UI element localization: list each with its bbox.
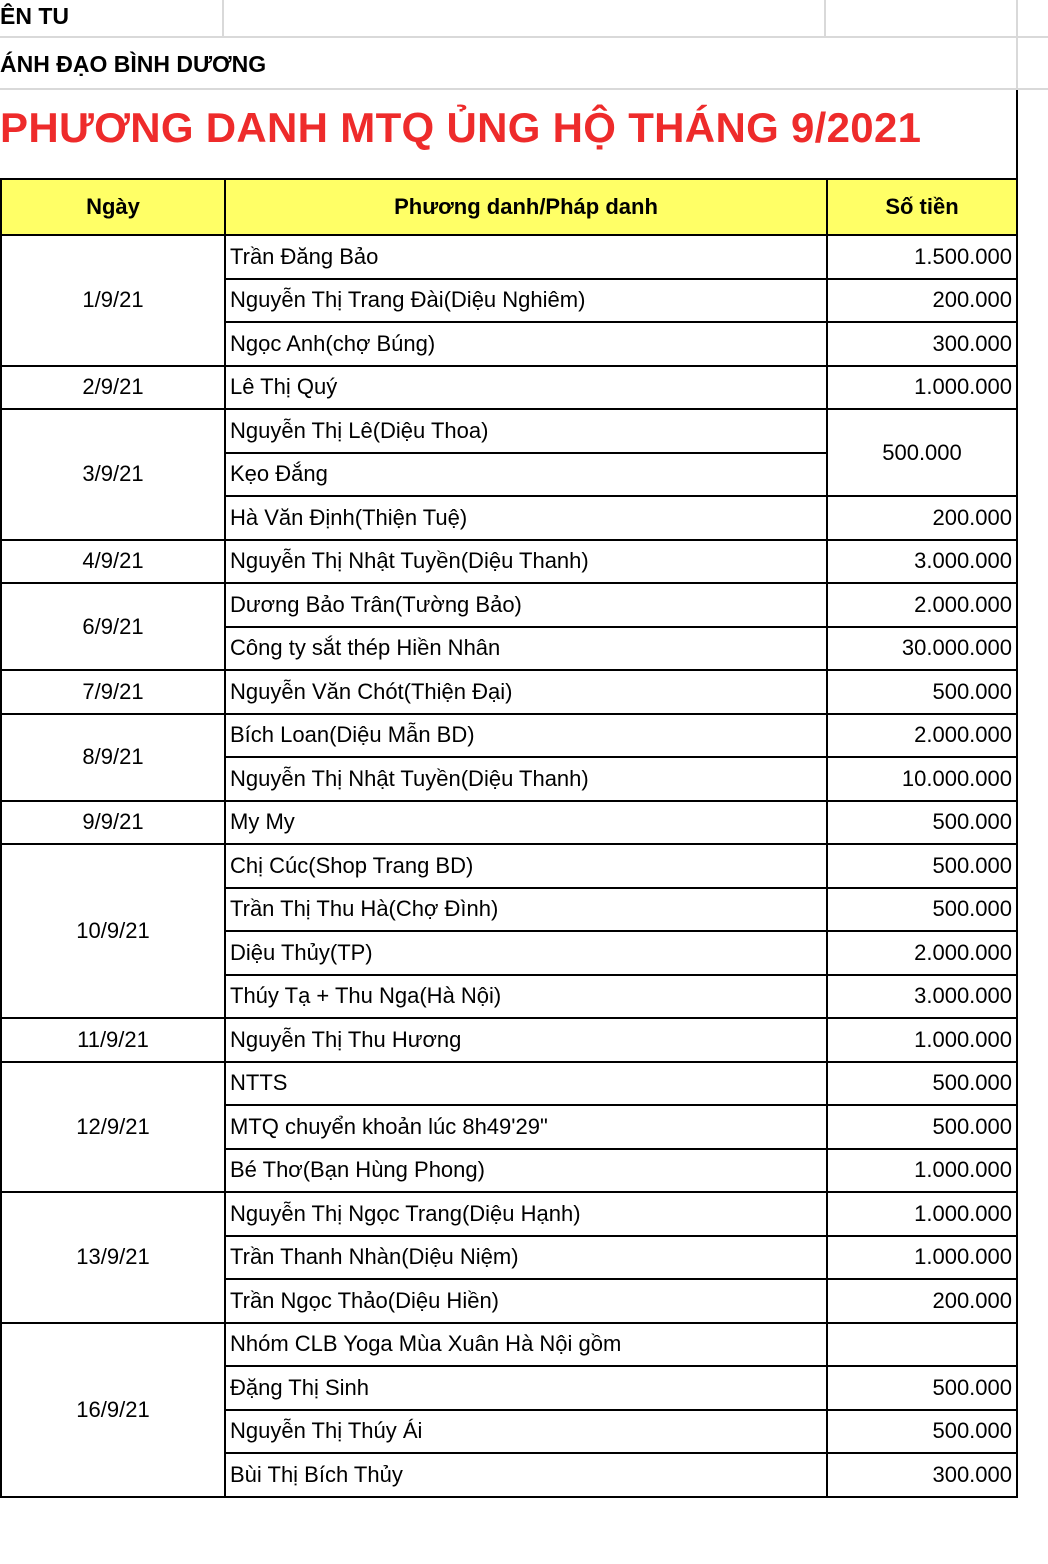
table-row (1, 540, 1017, 584)
sheet-row-1 (0, 0, 1048, 38)
amount-cell: 200.000 (827, 1279, 1017, 1323)
date-cell: 16/9/21 (1, 1323, 225, 1497)
amount-cell: 300.000 (827, 1453, 1017, 1497)
donor-name-cell: Dương Bảo Trân(Tường Bảo) (225, 583, 827, 627)
amount-cell: 500.000 (827, 1105, 1017, 1149)
donor-name-cell: Diệu Thủy(TP) (225, 931, 827, 975)
org-line-2: ÁNH ĐẠO BÌNH DƯƠNG (0, 51, 267, 77)
donor-name-cell: Nguyễn Thị Lê(Diệu Thoa) (225, 409, 827, 453)
date-cell: 13/9/21 (1, 1192, 225, 1323)
table-header-row (1, 179, 1017, 235)
amount-cell: 200.000 (827, 496, 1017, 540)
date-cell: 12/9/21 (1, 1062, 225, 1193)
donor-name-cell: Nguyễn Văn Chót(Thiện Đại) (225, 670, 827, 714)
table-row (1, 1192, 1017, 1236)
header-date: Ngày (1, 179, 225, 235)
date-cell: 7/9/21 (1, 670, 225, 714)
amount-cell: 500.000 (827, 844, 1017, 888)
table-row (1, 1018, 1017, 1062)
org-line-1: ÊN TU (0, 3, 69, 29)
table-row (1, 801, 1017, 845)
amount-cell: 2.000.000 (827, 714, 1017, 758)
donor-name-cell: Trần Thanh Nhàn(Diệu Niệm) (225, 1236, 827, 1280)
donor-name-cell: Nguyễn Thị Nhật Tuyền(Diệu Thanh) (225, 540, 827, 584)
table-row (1, 844, 1017, 888)
donor-name-cell: Trần Đăng Bảo (225, 235, 827, 279)
table-row (1, 670, 1017, 714)
amount-cell: 500.000 (827, 409, 1017, 496)
donor-name-cell: Hà Văn Định(Thiện Tuệ) (225, 496, 827, 540)
amount-cell: 2.000.000 (827, 583, 1017, 627)
table-row (1, 714, 1017, 758)
table-row (1, 583, 1017, 627)
donor-name-cell: Nhóm CLB Yoga Mùa Xuân Hà Nội gồm (225, 1323, 827, 1367)
page-title: PHƯƠNG DANH MTQ ỦNG HỘ THÁNG 9/2021 (0, 104, 922, 151)
date-cell: 1/9/21 (1, 235, 225, 366)
amount-cell: 1.000.000 (827, 1236, 1017, 1280)
donor-name-cell: Trần Thị Thu Hà(Chợ Đình) (225, 888, 827, 932)
donor-name-cell: Chị Cúc(Shop Trang BD) (225, 844, 827, 888)
amount-cell: 30.000.000 (827, 627, 1017, 671)
donor-name-cell: Lê Thị Quý (225, 366, 827, 410)
amount-cell: 500.000 (827, 801, 1017, 845)
donor-name-cell: Bé Thơ(Bạn Hùng Phong) (225, 1149, 827, 1193)
donor-name-cell: Kẹo Đắng (225, 453, 827, 497)
amount-cell: 1.000.000 (827, 1018, 1017, 1062)
date-cell: 4/9/21 (1, 540, 225, 584)
donor-name-cell: Nguyễn Thị Thu Hương (225, 1018, 827, 1062)
donor-name-cell: Bích Loan(Diệu Mẫn BD) (225, 714, 827, 758)
date-cell: 9/9/21 (1, 801, 225, 845)
amount-cell: 1.000.000 (827, 366, 1017, 410)
date-cell: 2/9/21 (1, 366, 225, 410)
donor-name-cell: My My (225, 801, 827, 845)
donor-name-cell: Đặng Thị Sinh (225, 1366, 827, 1410)
donor-name-cell: NTTS (225, 1062, 827, 1106)
amount-cell: 500.000 (827, 888, 1017, 932)
donor-name-cell: MTQ chuyển khoản lúc 8h49'29" (225, 1105, 827, 1149)
donor-name-cell: Nguyễn Thị Trang Đài(Diệu Nghiêm) (225, 279, 827, 323)
donor-name-cell: Thúy Tạ + Thu Nga(Hà Nội) (225, 975, 827, 1019)
donor-name-cell: Nguyễn Thị Thúy Ái (225, 1410, 827, 1454)
amount-cell: 3.000.000 (827, 540, 1017, 584)
table-row (1, 366, 1017, 410)
donation-table (0, 178, 1018, 1498)
table-row (1, 409, 1017, 453)
amount-cell: 3.000.000 (827, 975, 1017, 1019)
amount-cell: 1.000.000 (827, 1192, 1017, 1236)
amount-cell: 500.000 (827, 1410, 1017, 1454)
header-name: Phương danh/Pháp danh (225, 179, 827, 235)
amount-cell: 2.000.000 (827, 931, 1017, 975)
donor-name-cell: Trần Ngọc Thảo(Diệu Hiền) (225, 1279, 827, 1323)
amount-cell: 500.000 (827, 1062, 1017, 1106)
amount-cell: 1.500.000 (827, 235, 1017, 279)
amount-cell: 300.000 (827, 322, 1017, 366)
amount-cell: 500.000 (827, 1366, 1017, 1410)
amount-cell: 1.000.000 (827, 1149, 1017, 1193)
date-cell: 8/9/21 (1, 714, 225, 801)
donor-name-cell: Nguyễn Thị Ngọc Trang(Diệu Hạnh) (225, 1192, 827, 1236)
table-row (1, 1323, 1017, 1367)
table-row (1, 1062, 1017, 1106)
date-cell: 10/9/21 (1, 844, 225, 1018)
donor-name-cell: Nguyễn Thị Nhật Tuyền(Diệu Thanh) (225, 757, 827, 801)
donor-name-cell: Công ty sắt thép Hiền Nhân (225, 627, 827, 671)
date-cell: 11/9/21 (1, 1018, 225, 1062)
donor-name-cell: Ngọc Anh(chợ Búng) (225, 322, 827, 366)
sheet-top-rows (0, 0, 1048, 90)
amount-cell (827, 1323, 1017, 1367)
sheet-row-2 (0, 38, 1048, 90)
title-row (0, 90, 1018, 178)
amount-cell: 10.000.000 (827, 757, 1017, 801)
table-row (1, 235, 1017, 279)
date-cell: 3/9/21 (1, 409, 225, 540)
donor-name-cell: Bùi Thị Bích Thủy (225, 1453, 827, 1497)
date-cell: 6/9/21 (1, 583, 225, 670)
header-amount: Số tiền (827, 179, 1017, 235)
amount-cell: 500.000 (827, 670, 1017, 714)
amount-cell: 200.000 (827, 279, 1017, 323)
